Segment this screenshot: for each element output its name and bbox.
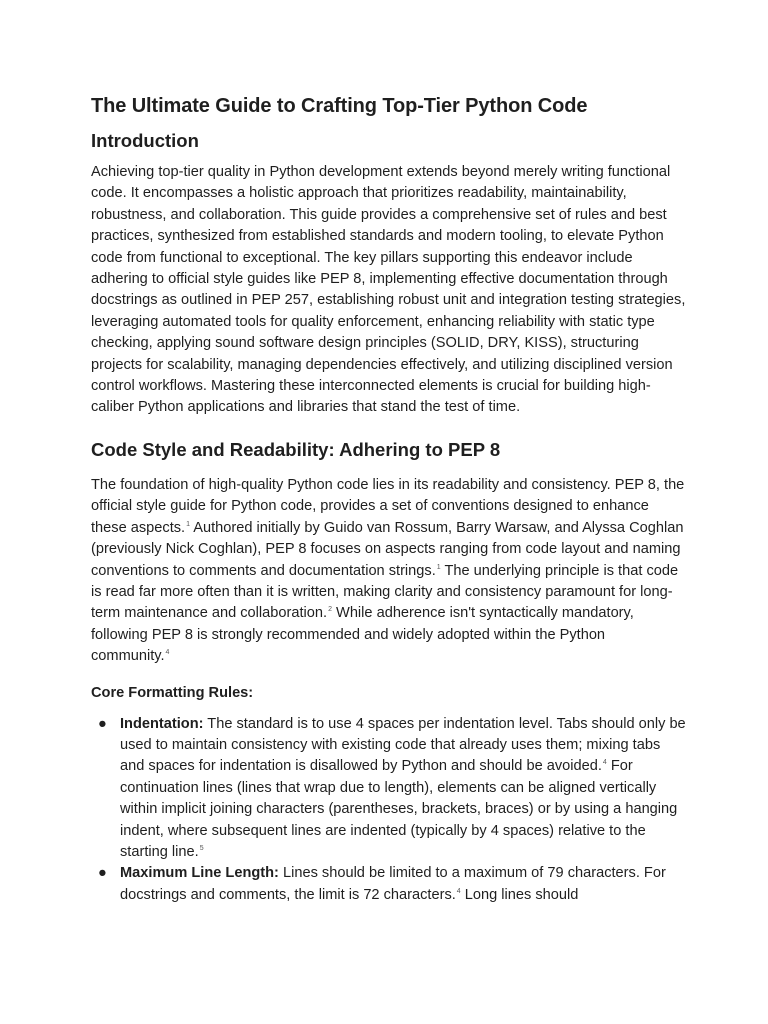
- rule-text: The standard is to use 4 spaces per indentation level. Tabs should only be used to maintain consistency with existing code that already uses them; mixing tabs and spaces for indentation is disallowed by Python and should be avoided.: [120, 715, 686, 775]
- bullet-icon: ●: [98, 715, 107, 732]
- intro-paragraph: Achieving top-tier quality in Python development extends beyond merely writing functional code. It encompasses a holistic approach that prioritizes readability, maintainability, robustness, and collaboration. This guide provides a comprehensive set of rules and best practices, synthesized from established standards and modern tooling, to elevate Python code from functional to exceptional. The key pillars supporting this endeavor include adhering to official style guides like PEP 8, implementing effective documentation through docstrings as outlined in PEP 257, establishing robust unit and integration testing strategies, leveraging automated tools for quality enforcement, enhancing reliability with static type checking, applying sound software design principles (SOLID, DRY, KISS), structuring projects for scalability, managing dependencies effectively, and utilizing disciplined version control workflows. Mastering these interconnected elements is crucial for building high-caliber Python applications and libraries that stand the test of time.: [91, 164, 686, 416]
- list-item-max-line-length: [91, 863, 687, 906]
- pep8-paragraph: [91, 475, 687, 668]
- formatting-rules-list: [91, 714, 687, 907]
- document-title: The Ultimate Guide to Crafting Top-Tier Python Code: [91, 95, 588, 117]
- pep8-heading: Code Style and Readability: Adhering to PEP 8: [91, 438, 501, 460]
- document-page: [91, 92, 687, 906]
- footnote-ref[interactable]: 4: [456, 887, 461, 895]
- footnote-ref[interactable]: 1: [436, 563, 441, 571]
- footnote-ref[interactable]: 1: [186, 520, 191, 528]
- footnote-ref[interactable]: 2: [328, 606, 332, 614]
- pep8-text-3: The underlying principle is that code is read far more often than it is written, making clarity and consistency paramount for long-term maintenance and collaboration.: [91, 562, 679, 622]
- bullet-icon: ●: [98, 865, 107, 882]
- rule-term: Maximum Line Length:: [120, 865, 279, 882]
- footnote-ref[interactable]: 4: [165, 649, 170, 657]
- pep8-text-1: The foundation of high-quality Python code lies in its readability and consistency. PEP 8, the official style guide for Python code, provides a set of conventions designed to enhance these aspects.: [91, 476, 685, 536]
- footnote-ref[interactable]: 5: [199, 844, 204, 852]
- footnote-ref[interactable]: 4: [602, 759, 607, 767]
- rule-text: For continuation lines (lines that wrap due to length), elements can be aligned vertically within implicit joining characters (parentheses, brackets, braces) or by using a hanging indent, where subsequent lines are indented (typically by 4 spaces) relative to the starting line.: [120, 758, 678, 860]
- pep8-text-2: Authored initially by Guido van Rossum, Barry Warsaw, and Alyssa Coghlan (previously Nick Coghlan), PEP 8 focuses on aspects ranging from code layout and naming conventions to comments and documentation strings.: [91, 519, 684, 579]
- rule-term: Indentation:: [120, 715, 204, 732]
- intro-heading: Introduction: [91, 130, 199, 151]
- rule-text: Long lines should: [460, 886, 579, 903]
- core-formatting-subheading: Core Formatting Rules:: [91, 684, 254, 701]
- rule-text: Lines should be limited to a maximum of 79 characters. For docstrings and comments, the limit is 72 characters.: [120, 865, 666, 903]
- pep8-text-4: While adherence isn't syntactically mandatory, following PEP 8 is strongly recommended and widely adopted within the Python community.: [91, 605, 634, 665]
- list-item-indentation: [91, 714, 687, 864]
